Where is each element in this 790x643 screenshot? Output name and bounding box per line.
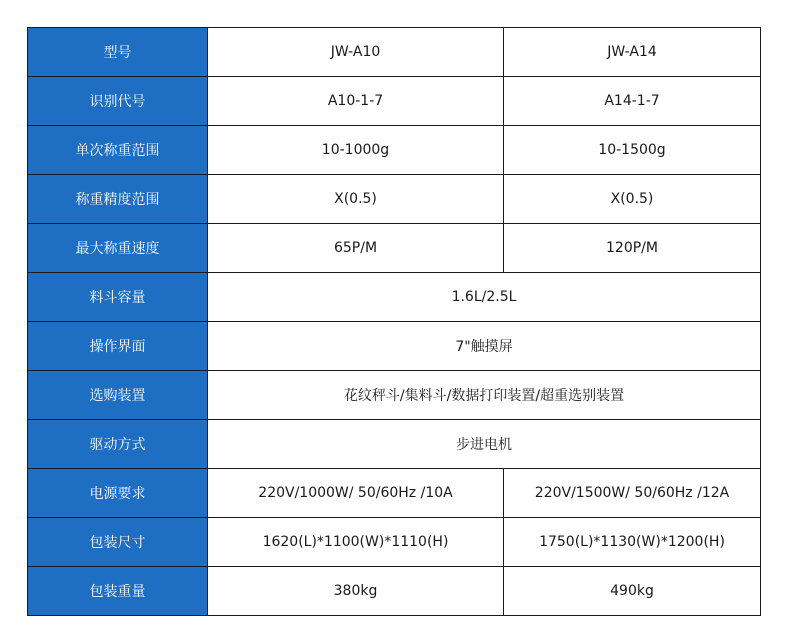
table-row-optional-devices [28, 371, 761, 420]
row-label: 选购装置 [28, 371, 208, 420]
cell-jw-a14: JW-A14 [504, 28, 761, 77]
cell-jw-a14: A14-1-7 [504, 77, 761, 126]
cell-jw-a10: 380kg [208, 567, 504, 616]
cell-jw-a14: 1750(L)*1130(W)*1200(H) [504, 518, 761, 567]
table-row-id-code [28, 77, 761, 126]
cell-shared: 1.6L/2.5L [208, 273, 761, 322]
cell-jw-a14: 220V/1500W/ 50/60Hz /12A [504, 469, 761, 518]
row-label: 料斗容量 [28, 273, 208, 322]
table-row-accuracy [28, 175, 761, 224]
table-row-max-speed [28, 224, 761, 273]
row-label: 包装重量 [28, 567, 208, 616]
cell-shared: 7"触摸屏 [208, 322, 761, 371]
row-label: 称重精度范围 [28, 175, 208, 224]
table-row-model [28, 28, 761, 77]
table-row-weighing-range [28, 126, 761, 175]
row-label: 驱动方式 [28, 420, 208, 469]
cell-jw-a14: X(0.5) [504, 175, 761, 224]
cell-jw-a14: 10-1500g [504, 126, 761, 175]
cell-jw-a10: X(0.5) [208, 175, 504, 224]
cell-jw-a10: JW-A10 [208, 28, 504, 77]
cell-shared: 花纹秤斗/集料斗/数据打印装置/超重选别装置 [208, 371, 761, 420]
row-label: 型号 [28, 28, 208, 77]
cell-jw-a14: 120P/M [504, 224, 761, 273]
cell-shared: 步进电机 [208, 420, 761, 469]
cell-jw-a10: 1620(L)*1100(W)*1110(H) [208, 518, 504, 567]
row-label: 电源要求 [28, 469, 208, 518]
table-row-power [28, 469, 761, 518]
table-row-package-size [28, 518, 761, 567]
spec-table [27, 27, 761, 616]
table-row-interface [28, 322, 761, 371]
row-label: 包装尺寸 [28, 518, 208, 567]
cell-jw-a10: 220V/1000W/ 50/60Hz /10A [208, 469, 504, 518]
cell-jw-a14: 490kg [504, 567, 761, 616]
cell-jw-a10: A10-1-7 [208, 77, 504, 126]
cell-jw-a10: 65P/M [208, 224, 504, 273]
table-row-drive [28, 420, 761, 469]
cell-jw-a10: 10-1000g [208, 126, 504, 175]
row-label: 识别代号 [28, 77, 208, 126]
table-row-hopper-capacity [28, 273, 761, 322]
row-label: 最大称重速度 [28, 224, 208, 273]
row-label: 单次称重范围 [28, 126, 208, 175]
table-row-package-weight [28, 567, 761, 616]
row-label: 操作界面 [28, 322, 208, 371]
